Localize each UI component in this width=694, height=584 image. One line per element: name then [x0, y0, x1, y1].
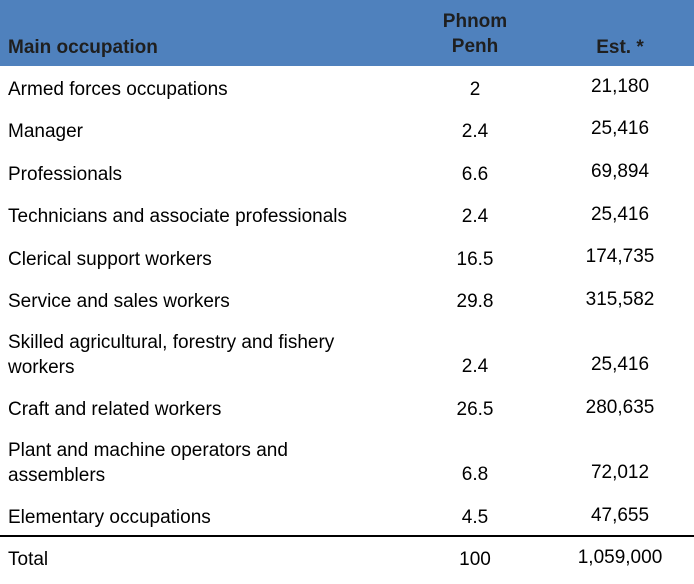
occupation-cell: Manager [8, 121, 83, 142]
estimate-cell: 72,012 [590, 462, 650, 483]
estimate-cell: 315,582 [585, 289, 655, 310]
header-phnom-penh-line1: Phnom [442, 11, 508, 32]
phnom-penh-cell: 2 [469, 79, 481, 100]
occupation-cell: Craft and related workers [8, 399, 222, 420]
total-label: Total [8, 549, 49, 570]
occupation-cell: Elementary occupations [8, 507, 211, 528]
occupation-cell: Technicians and associate professionals [8, 206, 348, 227]
header-phnom-penh [415, 9, 535, 59]
occupation-cell: Professionals [8, 164, 123, 185]
occupation-cell: Service and sales workers [8, 291, 230, 312]
estimate-cell: 47,655 [590, 505, 650, 526]
total-phnom-penh: 100 [459, 549, 491, 570]
table-header [0, 0, 694, 66]
estimate-cell: 21,180 [590, 76, 650, 97]
phnom-penh-cell: 4.5 [461, 507, 489, 528]
phnom-penh-cell: 2.4 [461, 206, 489, 227]
phnom-penh-cell: 2.4 [461, 356, 489, 377]
phnom-penh-cell: 6.6 [461, 164, 489, 185]
occupation-cell: Clerical support workers [8, 249, 212, 270]
estimate-cell: 25,416 [590, 354, 650, 375]
phnom-penh-cell: 16.5 [456, 249, 494, 270]
occupation-cell [8, 330, 398, 380]
estimate-cell: 25,416 [590, 204, 650, 225]
estimate-cell: 280,635 [585, 397, 655, 418]
occupation-line: assemblers [8, 465, 106, 486]
header-estimate: Est. * [596, 37, 644, 58]
occupation-cell [8, 438, 398, 488]
header-phnom-penh-line2: Penh [451, 36, 499, 57]
occupation-line: workers [8, 357, 75, 378]
phnom-penh-cell: 29.8 [456, 291, 494, 312]
phnom-penh-cell: 26.5 [456, 399, 494, 420]
occupation-line: Plant and machine operators and [8, 440, 288, 461]
phnom-penh-cell: 6.8 [461, 464, 489, 485]
occupation-line: Skilled agricultural, forestry and fishery [8, 332, 335, 353]
phnom-penh-cell: 2.4 [461, 121, 489, 142]
occupation-cell: Armed forces occupations [8, 79, 228, 100]
total-estimate: 1,059,000 [577, 547, 663, 568]
header-main-occupation: Main occupation [8, 37, 158, 58]
estimate-cell: 25,416 [590, 118, 650, 139]
estimate-cell: 174,735 [585, 246, 655, 267]
estimate-cell: 69,894 [590, 161, 650, 182]
total-divider [0, 535, 694, 537]
